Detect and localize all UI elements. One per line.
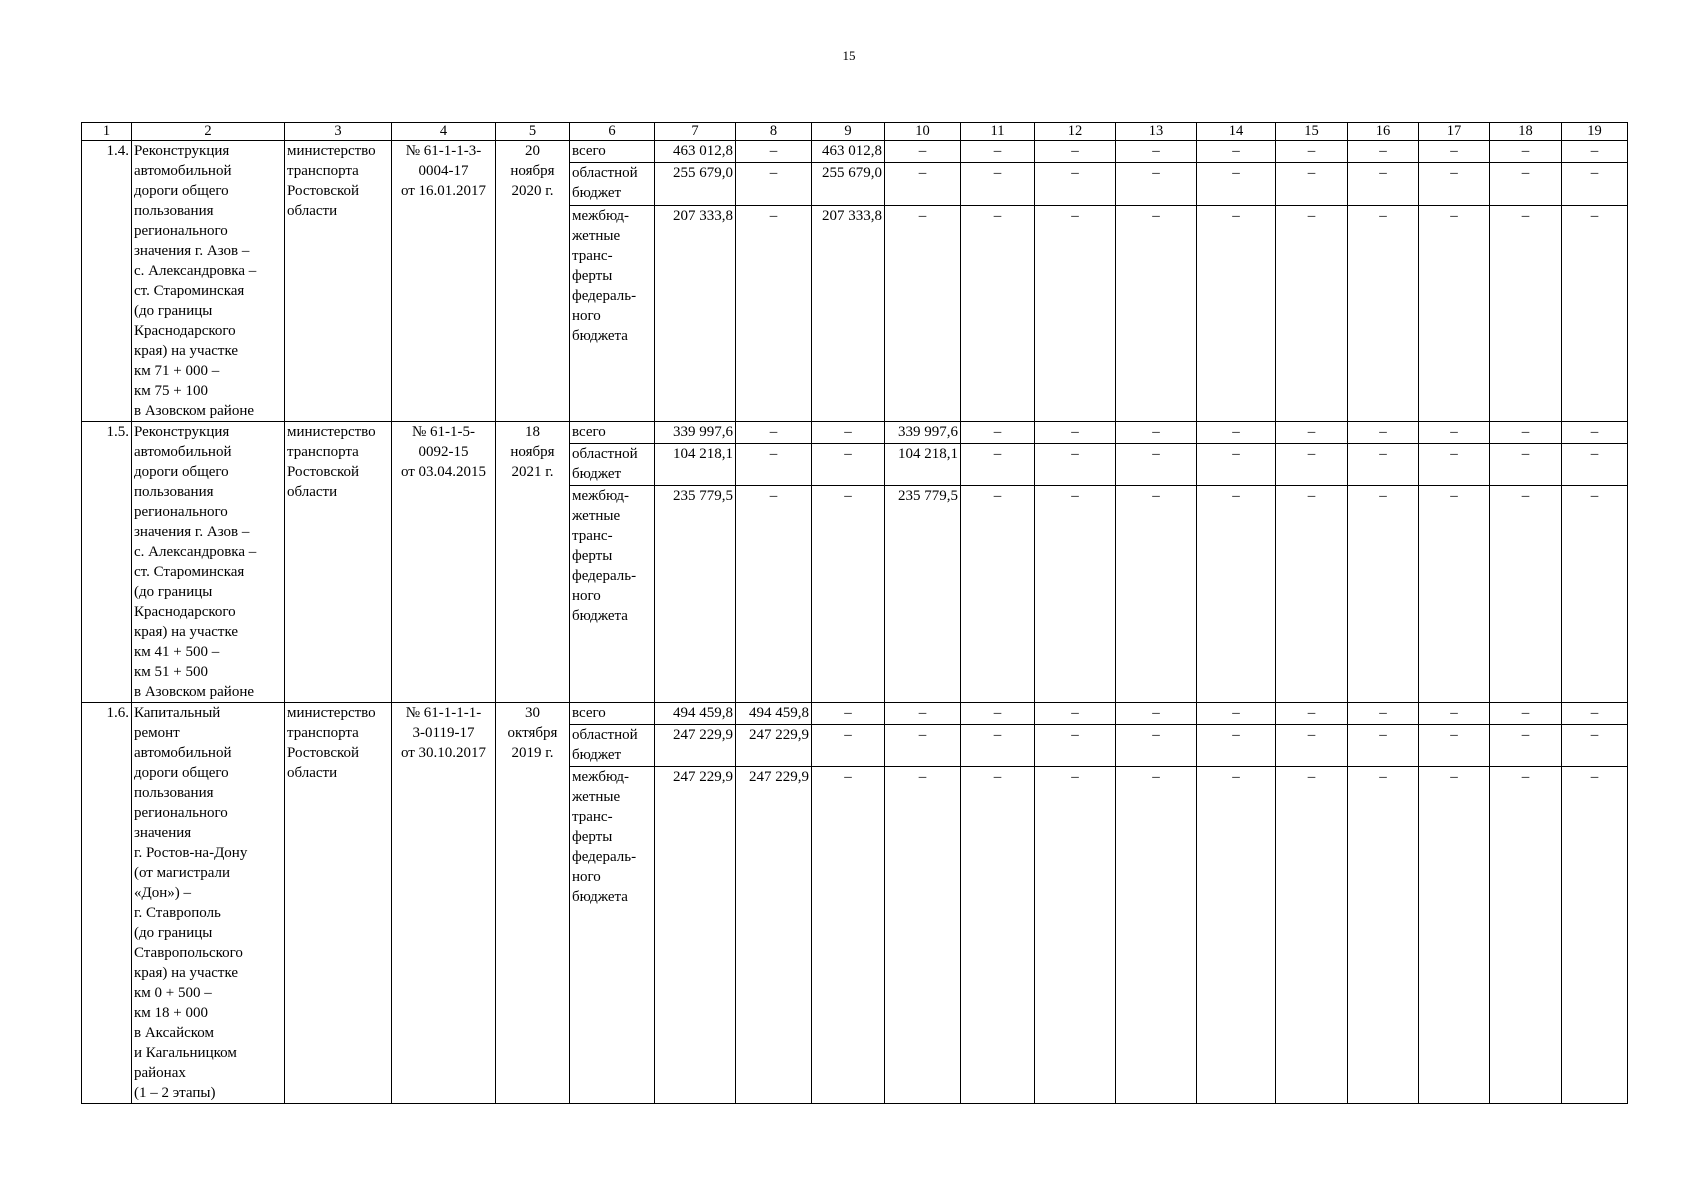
funding-source: областной бюджет bbox=[570, 443, 655, 485]
amount-cell: – bbox=[1562, 163, 1628, 206]
amount-cell: 247 229,9 bbox=[736, 724, 812, 767]
amount-cell: 247 229,9 bbox=[655, 767, 736, 1104]
amount-cell: – bbox=[961, 206, 1035, 422]
amount-cell: – bbox=[1348, 724, 1419, 767]
amount-cell: – bbox=[1276, 703, 1348, 725]
amount-cell: – bbox=[1490, 206, 1562, 422]
amount-cell: 207 333,8 bbox=[655, 206, 736, 422]
amount-cell: – bbox=[1419, 724, 1490, 767]
amount-cell: – bbox=[1490, 485, 1562, 702]
amount-cell: – bbox=[885, 163, 961, 206]
amount-cell: 463 012,8 bbox=[655, 141, 736, 163]
amount-cell: – bbox=[1419, 703, 1490, 725]
amount-cell: – bbox=[812, 703, 885, 725]
amount-cell: – bbox=[1276, 206, 1348, 422]
column-number-cell: 16 bbox=[1348, 123, 1419, 141]
column-number-cell: 11 bbox=[961, 123, 1035, 141]
column-number-cell: 10 bbox=[885, 123, 961, 141]
amount-cell: – bbox=[1116, 206, 1197, 422]
amount-cell: 255 679,0 bbox=[655, 163, 736, 206]
amount-cell: – bbox=[1562, 443, 1628, 485]
table-row bbox=[82, 141, 1628, 163]
amount-cell: – bbox=[1562, 422, 1628, 444]
amount-cell: – bbox=[1348, 703, 1419, 725]
funding-source: межбюд- жетные транс- ферты федераль- ного бюджета bbox=[570, 767, 655, 1104]
row-number: 1.4. bbox=[82, 141, 132, 422]
amount-cell: – bbox=[1348, 422, 1419, 444]
amount-cell: – bbox=[1116, 703, 1197, 725]
amount-cell: – bbox=[1562, 767, 1628, 1104]
amount-cell: – bbox=[1490, 443, 1562, 485]
funding-source: всего bbox=[570, 703, 655, 725]
amount-cell: – bbox=[885, 141, 961, 163]
amount-cell: – bbox=[1348, 163, 1419, 206]
amount-cell: 494 459,8 bbox=[655, 703, 736, 725]
amount-cell: – bbox=[1348, 206, 1419, 422]
funding-source: областной бюджет bbox=[570, 163, 655, 206]
amount-cell: – bbox=[812, 443, 885, 485]
amount-cell: – bbox=[1562, 206, 1628, 422]
amount-cell: – bbox=[1276, 443, 1348, 485]
column-number-cell: 3 bbox=[285, 123, 392, 141]
amount-cell: – bbox=[1419, 422, 1490, 444]
funding-source: межбюд- жетные транс- ферты федераль- ного бюджета bbox=[570, 485, 655, 702]
amount-cell: – bbox=[1419, 485, 1490, 702]
amount-cell: – bbox=[736, 141, 812, 163]
amount-cell: – bbox=[961, 141, 1035, 163]
amount-cell: – bbox=[1276, 724, 1348, 767]
amount-cell: – bbox=[1562, 141, 1628, 163]
amount-cell: – bbox=[1419, 163, 1490, 206]
column-number-cell: 12 bbox=[1035, 123, 1116, 141]
amount-cell: – bbox=[1276, 163, 1348, 206]
amount-cell: – bbox=[1490, 724, 1562, 767]
amount-cell: 255 679,0 bbox=[812, 163, 885, 206]
amount-cell: – bbox=[961, 485, 1035, 702]
amount-cell: – bbox=[1035, 724, 1116, 767]
amount-cell: – bbox=[1197, 422, 1276, 444]
amount-cell: – bbox=[1035, 767, 1116, 1104]
column-number-cell: 9 bbox=[812, 123, 885, 141]
table-row bbox=[82, 422, 1628, 444]
amount-cell: 247 229,9 bbox=[736, 767, 812, 1104]
project-name: Капитальный ремонт автомобильной дороги общего пользования регионального значения г. Ростов-на-Дону (от магистрали «Дон») – г. Ставрополь (до границы Ставропольского края) на участке км 0 + 500 – км 18 + 000 в Аксайском и Кагальницком районах (1 – 2 этапы) bbox=[132, 703, 285, 1104]
amount-cell: – bbox=[1035, 163, 1116, 206]
responsible-agency: министерство транспорта Ростовской области bbox=[285, 141, 392, 422]
column-number-cell: 6 bbox=[570, 123, 655, 141]
amount-cell: 339 997,6 bbox=[885, 422, 961, 444]
column-number-cell: 14 bbox=[1197, 123, 1276, 141]
amount-cell: 235 779,5 bbox=[885, 485, 961, 702]
amount-cell: – bbox=[1419, 767, 1490, 1104]
amount-cell: – bbox=[1035, 422, 1116, 444]
responsible-agency: министерство транспорта Ростовской области bbox=[285, 703, 392, 1104]
column-number-cell: 2 bbox=[132, 123, 285, 141]
amount-cell: – bbox=[961, 163, 1035, 206]
amount-cell: – bbox=[1348, 141, 1419, 163]
funding-source: областной бюджет bbox=[570, 724, 655, 767]
page-number: 15 bbox=[842, 48, 856, 63]
amount-cell: – bbox=[961, 422, 1035, 444]
amount-cell: – bbox=[885, 206, 961, 422]
completion-date: 18 ноября 2021 г. bbox=[496, 422, 570, 703]
amount-cell: 463 012,8 bbox=[812, 141, 885, 163]
row-number: 1.5. bbox=[82, 422, 132, 703]
amount-cell: – bbox=[1197, 485, 1276, 702]
amount-cell: – bbox=[1562, 485, 1628, 702]
amount-cell: – bbox=[1276, 767, 1348, 1104]
amount-cell: – bbox=[736, 206, 812, 422]
amount-cell: – bbox=[1490, 163, 1562, 206]
amount-cell: – bbox=[736, 443, 812, 485]
amount-cell: – bbox=[1197, 163, 1276, 206]
amount-cell: 104 218,1 bbox=[655, 443, 736, 485]
amount-cell: – bbox=[961, 724, 1035, 767]
column-number-cell: 1 bbox=[82, 123, 132, 141]
column-number-cell: 7 bbox=[655, 123, 736, 141]
amount-cell: – bbox=[1419, 141, 1490, 163]
funding-source: всего bbox=[570, 422, 655, 444]
project-name: Реконструкция автомобильной дороги общего пользования регионального значения г. Азов – с. Александровка – ст. Староминская (до границы Краснодарского края) на участке км 41 + 500 – км 51 + 500 в Азовском районе bbox=[132, 422, 285, 703]
amount-cell: – bbox=[736, 163, 812, 206]
column-number-cell: 13 bbox=[1116, 123, 1197, 141]
amount-cell: – bbox=[736, 422, 812, 444]
amount-cell: – bbox=[1116, 443, 1197, 485]
amount-cell: – bbox=[1197, 703, 1276, 725]
amount-cell: – bbox=[885, 703, 961, 725]
amount-cell: 494 459,8 bbox=[736, 703, 812, 725]
funding-source: всего bbox=[570, 141, 655, 163]
amount-cell: – bbox=[1348, 767, 1419, 1104]
amount-cell: – bbox=[1276, 485, 1348, 702]
approval-document: № 61-1-1-1- 3-0119-17 от 30.10.2017 bbox=[392, 703, 496, 1104]
column-number-cell: 17 bbox=[1419, 123, 1490, 141]
amount-cell: 235 779,5 bbox=[655, 485, 736, 702]
amount-cell: – bbox=[1035, 206, 1116, 422]
amount-cell: 339 997,6 bbox=[655, 422, 736, 444]
amount-cell: – bbox=[1116, 163, 1197, 206]
row-number: 1.6. bbox=[82, 703, 132, 1104]
amount-cell: – bbox=[1035, 141, 1116, 163]
amount-cell: – bbox=[885, 767, 961, 1104]
column-number-row bbox=[82, 123, 1628, 141]
amount-cell: – bbox=[1035, 443, 1116, 485]
amount-cell: – bbox=[1116, 485, 1197, 702]
amount-cell: – bbox=[1348, 443, 1419, 485]
amount-cell: – bbox=[1276, 141, 1348, 163]
column-number-cell: 5 bbox=[496, 123, 570, 141]
column-number-cell: 4 bbox=[392, 123, 496, 141]
amount-cell: – bbox=[961, 767, 1035, 1104]
approval-document: № 61-1-5- 0092-15 от 03.04.2015 bbox=[392, 422, 496, 703]
amount-cell: – bbox=[1419, 206, 1490, 422]
amount-cell: – bbox=[961, 703, 1035, 725]
column-number-cell: 15 bbox=[1276, 123, 1348, 141]
amount-cell: – bbox=[1197, 443, 1276, 485]
funding-source: межбюд- жетные транс- ферты федераль- ного бюджета bbox=[570, 206, 655, 422]
amount-cell: – bbox=[1490, 141, 1562, 163]
approval-document: № 61-1-1-3- 0004-17 от 16.01.2017 bbox=[392, 141, 496, 422]
amount-cell: – bbox=[1116, 422, 1197, 444]
amount-cell: – bbox=[736, 485, 812, 702]
amount-cell: – bbox=[1116, 724, 1197, 767]
amount-cell: – bbox=[1116, 141, 1197, 163]
column-number-cell: 19 bbox=[1562, 123, 1628, 141]
amount-cell: – bbox=[1490, 422, 1562, 444]
amount-cell: 207 333,8 bbox=[812, 206, 885, 422]
amount-cell: – bbox=[1197, 141, 1276, 163]
budget-table bbox=[81, 122, 1628, 1104]
amount-cell: – bbox=[1490, 767, 1562, 1104]
amount-cell: – bbox=[812, 724, 885, 767]
amount-cell: – bbox=[1116, 767, 1197, 1104]
amount-cell: – bbox=[1419, 443, 1490, 485]
amount-cell: – bbox=[1197, 724, 1276, 767]
completion-date: 30 октября 2019 г. bbox=[496, 703, 570, 1104]
amount-cell: – bbox=[1490, 703, 1562, 725]
column-number-cell: 8 bbox=[736, 123, 812, 141]
amount-cell: – bbox=[1276, 422, 1348, 444]
amount-cell: – bbox=[1562, 703, 1628, 725]
amount-cell: – bbox=[1035, 485, 1116, 702]
amount-cell: – bbox=[1348, 485, 1419, 702]
amount-cell: – bbox=[1197, 767, 1276, 1104]
amount-cell: – bbox=[885, 724, 961, 767]
amount-cell: 104 218,1 bbox=[885, 443, 961, 485]
column-number-cell: 18 bbox=[1490, 123, 1562, 141]
project-name: Реконструкция автомобильной дороги общего пользования регионального значения г. Азов – с. Александровка – ст. Староминская (до границы Краснодарского края) на участке км 71 + 000 – км 75 + 100 в Азовском районе bbox=[132, 141, 285, 422]
responsible-agency: министерство транспорта Ростовской области bbox=[285, 422, 392, 703]
amount-cell: – bbox=[1197, 206, 1276, 422]
amount-cell: 247 229,9 bbox=[655, 724, 736, 767]
amount-cell: – bbox=[812, 422, 885, 444]
amount-cell: – bbox=[961, 443, 1035, 485]
amount-cell: – bbox=[812, 485, 885, 702]
amount-cell: – bbox=[1035, 703, 1116, 725]
completion-date: 20 ноября 2020 г. bbox=[496, 141, 570, 422]
amount-cell: – bbox=[1562, 724, 1628, 767]
table-row bbox=[82, 703, 1628, 725]
amount-cell: – bbox=[812, 767, 885, 1104]
